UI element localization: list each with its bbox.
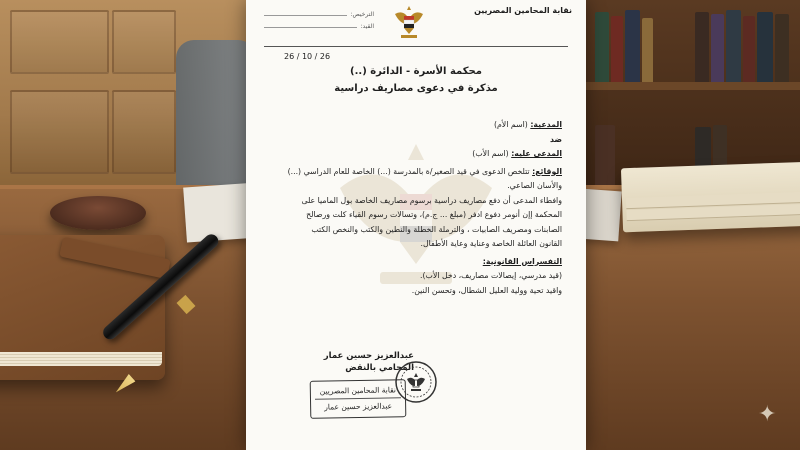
defendant-label: المدعى عليه: [511, 149, 562, 158]
shelf-board [585, 82, 800, 90]
book [757, 12, 773, 82]
bookshelf [585, 0, 800, 190]
leather-paperweight [50, 196, 146, 230]
field-rule [264, 14, 347, 16]
book [595, 125, 615, 185]
wall-panel [10, 90, 109, 174]
registration-label: القيد: [360, 23, 374, 30]
notebook-pages [0, 352, 162, 366]
facts-label: الوقائع: [532, 166, 562, 176]
facts-line: القانون العائلة الخاصة وعناية وعاية الأطفال. [420, 239, 562, 248]
book [711, 14, 724, 82]
union-name: نقابة المحامين المصريين [474, 6, 572, 15]
shelf-row-top [585, 0, 800, 82]
legal-line: (قيد مدرسي، إيصالات مصاريف، دخل الأب). [420, 271, 562, 280]
book [611, 16, 623, 82]
legal-memo-document [246, 0, 586, 450]
rectangular-stamp [310, 379, 407, 419]
facts-line: تتلخص الدعوى في قيد الصغير/ة بالمدرسة (...) الخاصة للعام الدراسي (...) [287, 166, 530, 176]
book [726, 10, 741, 82]
eagle-emblem-icon [392, 2, 426, 42]
license-field [264, 6, 374, 18]
book [743, 16, 755, 82]
memo-title: مذكرة في دعوى مصاريف دراسية [334, 83, 498, 94]
book [595, 12, 609, 82]
round-seal-icon [394, 360, 438, 404]
court-title: محكمة الأسرة - الدائرة (..) [350, 66, 482, 77]
plaintiff-row [264, 118, 562, 133]
field-rule [264, 26, 357, 28]
legal-label: التفسراس القانونية: [482, 256, 562, 266]
stamp-union-line: نقابة المحامين المصريين [315, 382, 401, 399]
facts-row [264, 165, 562, 180]
lawyer-name: عبدالعزيز حسين عمار [323, 351, 414, 361]
letterhead [246, 0, 586, 46]
book [695, 12, 709, 82]
header-fields [264, 6, 374, 30]
versus-text: ضد [549, 134, 562, 144]
plaintiff-value: (اسم الأم) [493, 120, 528, 129]
facts-line: المحكمة إإن أنومر دفوع ادفر (مبلغ ... ج.م)، وتسالات رسوم القياء كلت ورصالح [306, 210, 562, 219]
facts-line: الصابنات ومصريف الصابيات ، والترملة الخطلة والنطين والكتب والنخص الكتب [311, 224, 562, 234]
defendant-value: (اسم الأب) [472, 149, 509, 158]
wall-panel [112, 90, 176, 174]
registration-field [264, 18, 374, 30]
lawyer-title: المحامي بالنقض [345, 363, 414, 373]
wall-panel [10, 10, 109, 74]
wall-panel [112, 10, 176, 74]
document-date: 26 / 10 / 26 [284, 52, 331, 61]
file-folder-stack [621, 162, 800, 233]
memo-body [264, 118, 562, 298]
defendant-row [264, 147, 562, 162]
facts-line: والأسان الصاعي. [507, 181, 562, 190]
sparkle-icon: ✦ [758, 402, 777, 427]
license-label: الترخيص: [350, 11, 374, 18]
legal-line: واقيد تحية وولية العليل الشطال، وتحسن النين. [411, 285, 562, 295]
plaintiff-label: المدعية: [530, 120, 562, 129]
book [625, 10, 640, 82]
book [775, 14, 789, 82]
legal-row [264, 255, 562, 270]
header-divider [264, 46, 568, 47]
book [642, 18, 653, 82]
facts-line: وافطاء المدعى أن دفع مصاريف دراسية برسوم مصاريف الخاصة بول الماميا على [301, 195, 562, 205]
stamp-name-line: عبدالعزيز حسين عمار [324, 401, 393, 412]
